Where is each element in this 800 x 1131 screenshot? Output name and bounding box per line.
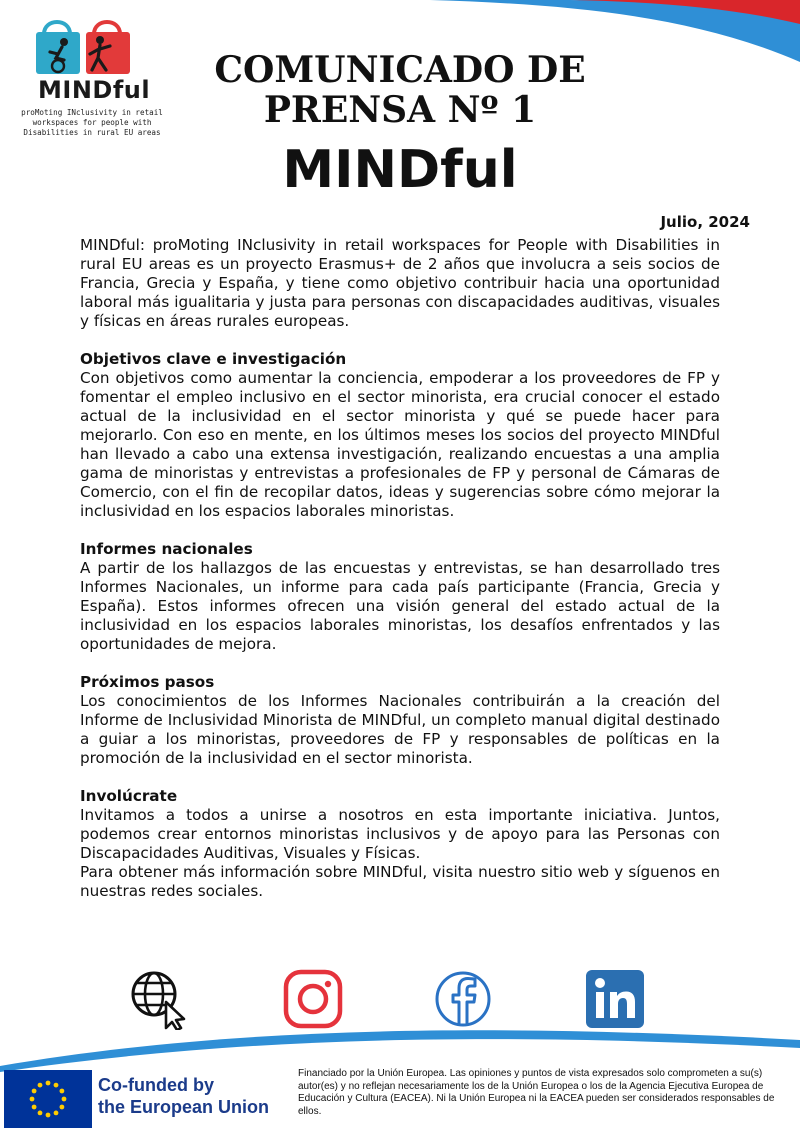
section-heading: Objetivos clave e investigación (80, 350, 347, 368)
section-paragraph: Los conocimientos de los Informes Nacionales contribuirán a la creación del Informe de Inclusividad Minorista de MINDful, un completo manual digital destinado a guiar a los minoristas, proveedores de FP y responsables de políticas en la promoción de la inclusividad en el sector minorista. (80, 692, 720, 767)
co-funded-label: Co-funded by the European Union (98, 1075, 269, 1117)
section-heading: Involúcrate (80, 787, 178, 805)
funding-disclaimer: Financiado por la Unión Europea. Las opiniones y puntos de vista expresados solo comprometen a su(s) autor(es) y no reflejan necesariamente los de la Unión Europea o los de la Agencia Ejecutiva Europea de Educación y Cultura (EACEA). Ni la Unión Europea ni la EACEA pueden ser considerados responsables de ellos. (298, 1068, 775, 1117)
section-paragraph: Para obtener más información sobre MINDful, visita nuestro sitio web y síguenos en nuestras redes sociales. (80, 863, 720, 900)
section-paragraph: Invitamos a todos a unirse a nosotros en esta importante iniciativa. Juntos, podemos crear entornos minoristas inclusivos y de apoyo para las Personas con Discapacidades Auditivas, Visuales y Físicas. (80, 806, 720, 862)
press-release-body (80, 236, 720, 901)
eu-flag-icon (4, 1070, 92, 1128)
section-heading: Próximos pasos (80, 673, 215, 691)
logo-tagline: proMoting INclusivity in retail workspaces for people with Disabilities in rural EU areas (21, 108, 163, 137)
shopping-bags-logo-icon (34, 14, 134, 76)
section-paragraph: Con objetivos como aumentar la conciencia, empoderar a los proveedores de FP y fomentar el empleo inclusivo en el sector minorista, era crucial conocer el estado actual de la inclusividad en el sector minorista y qué se puede hacer para mejorarlo. Con eso en mente, en los últimos meses los socios del proyecto MINDful han llevado a cabo una extensa investigación, realizando encuestas a una amplia gama de minoristas y entrevistas a profesionales de FP y personal de Cámaras de Comercio, con el fin de recopilar datos, ideas y sugerencias sobre cómo mejorar la inclusividad en los espacios laborales minoristas. (80, 369, 720, 520)
logo-wordmark: MINDful (38, 76, 151, 104)
section-heading: Informes nacionales (80, 540, 253, 558)
project-name: MINDful (282, 140, 518, 200)
intro-paragraph: MINDful: proMoting INclusivity in retail workspaces for People with Disabilities in rural EU areas es un proyecto Erasmus+ de 2 años que involucra a seis socios de Francia, Grecia y España, y tiene como objetivo contribuir hacia una oportunidad laboral más igualitaria y justa para personas con discapacidades auditivas, visuales y físicas en áreas rurales europeas. (80, 236, 720, 330)
mindful-logo (4, 14, 180, 136)
page-title: COMUNICADO DE PRENSA Nº 1 (214, 49, 586, 131)
section-paragraph: A partir de los hallazgos de las encuestas y entrevistas, se han desarrollado tres Informes Nacionales, un informe para cada país participante (Francia, Grecia y España). Estos informes ofrecen una visión general del estado actual de la inclusividad en los espacios laborales minoristas, los desafíos enfrentados y las oportunidades de mejora. (80, 559, 720, 653)
release-date: Julio, 2024 (660, 213, 750, 231)
